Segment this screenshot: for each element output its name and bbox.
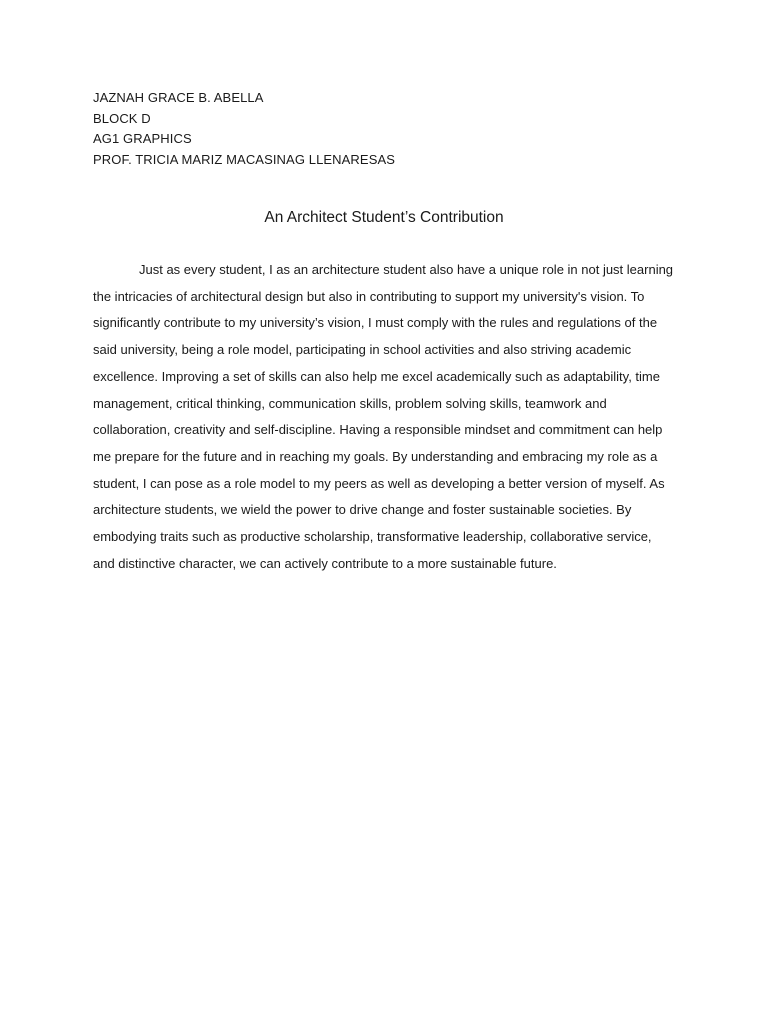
- course-label: AG1 GRAPHICS: [93, 131, 192, 146]
- block-label: BLOCK D: [93, 110, 151, 126]
- professor-name: PROF. TRICIA MARIZ MACASINAG LLENARESAS: [93, 151, 396, 167]
- author-name: JAZNAH GRACE B. ABELLA: [93, 90, 264, 105]
- document-title: An Architect Student’s Contribution: [264, 209, 504, 226]
- body-paragraph: Just as every student, I as an architecture student also have a unique role in not just learning the intricacies of architectural design but also in contributing to support my university's vision. To significantly contribute to my university’s vision, I must comply with the rules and regulations of the said university, being a role model, participating in school activities and also striving academic excellence. Improving a set of skills can also help me excel academically such as adaptability, time management, critical thinking, communication skills, problem solving skills, teamwork and collaboration, creativity and self-discipline. Having a responsible mindset and commitment can help me prepare for the future and in reaching my goals. By understanding and embracing my role as a student, I can pose as a role model to my peers as well as developing a better version of myself. As architecture students, we wield the power to drive change and foster sustainable societies. By embodying traits such as productive scholarship, transformative leadership, collaborative service, and distinctive character, we can actively contribute to a more sustainable future.: [93, 262, 674, 571]
- author-header: [93, 88, 693, 170]
